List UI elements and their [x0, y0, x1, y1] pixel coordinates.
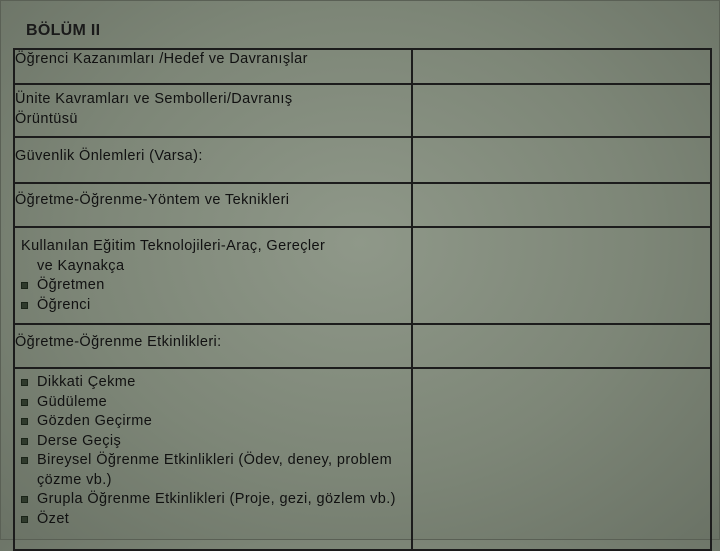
row-value-etkinlik-listesi[interactable] [412, 368, 711, 550]
table-row [14, 137, 711, 183]
table-row [14, 183, 711, 227]
list-item-label: Bireysel Öğrenme Etkinlikleri (Ödev, deney, problem çözme vb.) [37, 452, 393, 488]
row-value-etkinlikler[interactable] [412, 324, 711, 368]
square-bullet-icon [21, 302, 28, 309]
row-label-etkinlik-listesi [14, 368, 412, 550]
list-item [15, 510, 411, 530]
row-value-unite[interactable] [412, 84, 711, 137]
table-row [14, 227, 711, 324]
row-label-unite [14, 84, 412, 137]
table-row [14, 49, 711, 84]
list-item [15, 490, 411, 510]
row-value-teknoloji[interactable] [412, 227, 711, 324]
row-value-yontem[interactable] [412, 183, 711, 227]
square-bullet-icon [21, 282, 28, 289]
list-item [15, 373, 411, 393]
list-item [15, 296, 411, 316]
etkinlik-list [15, 373, 411, 529]
row-label-yontem: Öğretme-Öğrenme-Yöntem ve Teknikleri [14, 183, 412, 227]
list-item [15, 276, 411, 296]
list-item-label: Derse Geçiş [37, 432, 122, 449]
square-bullet-icon [21, 379, 28, 386]
teknoloji-label-line1: Kullanılan Eğitim Teknolojileri-Araç, Gereçler [21, 238, 326, 254]
list-item-label: Dikkati Çekme [37, 374, 136, 390]
row-label-etkinlikler: Öğretme-Öğrenme Etkinlikleri: [14, 324, 412, 368]
row-value-guvenlik[interactable] [412, 137, 711, 183]
square-bullet-icon [21, 457, 28, 464]
teknoloji-label-line2: ve Kaynakça [37, 257, 125, 274]
section-title: BÖLÜM II [26, 22, 101, 39]
row-label-guvenlik: Güvenlik Önlemleri (Varsa): [14, 137, 412, 183]
list-item [15, 393, 411, 413]
list-item-label: Grupla Öğrenme Etkinlikleri (Proje, gezi, gözlem vb.) [37, 491, 396, 507]
list-item [15, 412, 411, 432]
table-row [14, 324, 711, 368]
table-row [14, 84, 711, 137]
square-bullet-icon [21, 516, 28, 523]
list-item-label: Gözden Geçirme [37, 413, 153, 429]
table-row [14, 368, 711, 550]
list-item-label: Güdüleme [37, 393, 108, 410]
list-item-label: Öğretmen [37, 277, 105, 293]
list-item-label: Öğrenci [37, 296, 91, 313]
unite-label-line2: Örüntüsü [15, 110, 78, 127]
list-item [15, 451, 411, 490]
lesson-plan-table [13, 48, 712, 551]
row-label-kazanimlar: Öğrenci Kazanımları /Hedef ve Davranışlar [14, 49, 412, 84]
square-bullet-icon [21, 399, 28, 406]
row-value-kazanimlar[interactable] [412, 49, 711, 84]
list-item [15, 432, 411, 452]
row-label-teknoloji [14, 227, 412, 324]
square-bullet-icon [21, 418, 28, 425]
square-bullet-icon [21, 496, 28, 503]
unite-label-line1: Ünite Kavramları ve Sembolleri/Davranış [15, 91, 293, 107]
teknoloji-list [15, 276, 411, 315]
list-item-label: Özet [37, 510, 70, 527]
square-bullet-icon [21, 438, 28, 445]
